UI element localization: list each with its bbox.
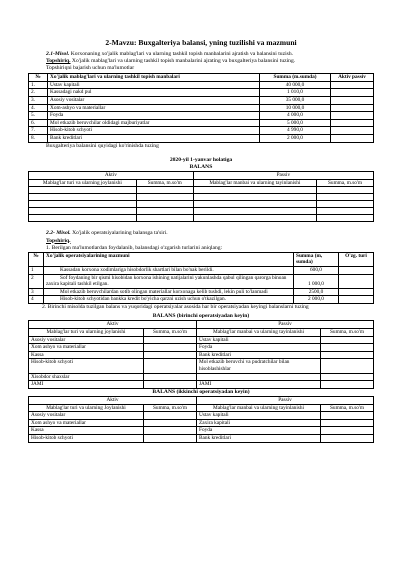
balans3-title: BALANS (ikkinchi operatsiyadan keyin): [152, 388, 250, 395]
table-row: [29, 435, 374, 443]
passiv-header: Passiv: [197, 321, 374, 329]
row-number: 3.: [29, 97, 48, 105]
misol2-step2: 2. Birinchi misolda tuzilgan balans va yuqoridagi operatsiyalar asosida har bir operatsiyadan keyingi balanslarni tuzing: [42, 304, 309, 311]
passiv-item: Bank kreditlari: [197, 435, 321, 443]
misol1-label: 2.1-Misol.: [46, 50, 70, 57]
row-name: Hisob-kitob schyoti: [48, 127, 260, 135]
row-number: 6.: [29, 119, 48, 127]
column-header: №: [29, 252, 44, 266]
passiv-item: Bank kreditlari: [197, 351, 321, 359]
table-row: [29, 288, 374, 296]
column-header: Xo'jalik mablag'lari va ularning tashkil topish manbalari: [48, 74, 260, 82]
row-type-cell: [331, 127, 374, 135]
topshiriq-label: Topshiriq.: [46, 237, 71, 244]
row-number: 4.: [29, 104, 48, 112]
row-number: 2: [29, 274, 44, 288]
column-header: Xo'jalik operatsiyalarining mazmuni: [44, 252, 294, 266]
row-type-cell: [331, 112, 374, 120]
row-sum: 10 000,0: [260, 104, 331, 112]
table-row: [29, 194, 374, 201]
row-sum: 5 000,0: [260, 119, 331, 127]
aktiv-item: Xisobdor shaxslar: [29, 373, 144, 381]
document-content: [28, 38, 374, 443]
passiv-item: Zaxira kapitali: [197, 419, 321, 427]
table-row: [29, 135, 374, 143]
column-header: №: [29, 74, 48, 82]
balans-table: [28, 171, 374, 222]
misol2-paragraph: [28, 230, 374, 237]
aktiv-header: Aktiv: [29, 321, 197, 329]
table-row: [29, 89, 374, 97]
table-row: [29, 381, 374, 389]
row-type-cell: [331, 119, 374, 127]
table-row: [29, 81, 374, 89]
row-name: Bank kreditlari: [48, 135, 260, 143]
table-row: [29, 208, 374, 215]
table-row: [29, 419, 374, 427]
row-type-cell: [331, 89, 374, 97]
row-sum: 4 000,0: [260, 112, 331, 120]
aktiv-item: Asosiy vositalar: [29, 336, 144, 344]
row-name: Foyda: [48, 112, 260, 120]
passiv-item: Ustav kapitali: [197, 412, 321, 420]
row-text: Mol etkazib beruvchilardan sotib olingan materiallar korxonaga kelib tushdi, lekin puli to'lanmadi: [44, 288, 294, 296]
row-type-cell: [331, 135, 374, 143]
aktiv-header: Aktiv: [29, 172, 194, 180]
row-sum: 40 000,0: [260, 81, 331, 89]
page-title: 2-Mavzu: Buxgalteriya balansi, yning tuzilishi va mazmuni: [105, 38, 297, 47]
column-header: Mablag'lar manbai va ularning tayinlanishi: [197, 404, 321, 412]
row-sum: 2 000,0: [294, 296, 339, 304]
row-sum: 2500,0: [294, 288, 339, 296]
passiv-total: JAMI: [197, 381, 321, 389]
aktiv-total: JAMI: [29, 381, 144, 389]
row-text: Kassadan korxona xodimlariga hisobdorlik shartlari bilan bo'nak berildi.: [44, 267, 294, 275]
row-name: Mol etkazib beruvchilar oldidagi majburiyatlar: [48, 119, 260, 127]
column-header: Summa, m.so'm: [317, 179, 374, 187]
aktiv-header: Aktiv: [29, 397, 197, 405]
aktiv-item: Hisob-kitob schyoti: [29, 359, 144, 373]
row-sum: 4 990,0: [260, 127, 331, 135]
aktiv-item: Xom ashyo va materiallar: [29, 419, 144, 427]
table-row: [29, 373, 374, 381]
misol1-topshiriq: [28, 58, 374, 65]
row-text: Hisob-kitob schyotidan bankka kredit bo'yicha qarzni uzish uchun o'tkazilgan.: [44, 296, 294, 304]
row-number: 7.: [29, 127, 48, 135]
misol2-text: Xo'jalik operatsiyalarining balansga ta'siri.: [72, 230, 168, 237]
column-header: Summa, m.so'm: [144, 329, 197, 337]
row-type-cell: [331, 81, 374, 89]
table-row: [29, 427, 374, 435]
row-number: 8.: [29, 135, 48, 143]
operations-table: [28, 252, 374, 304]
table-row: [29, 201, 374, 208]
misol1-paragraph: [28, 51, 374, 58]
row-name: Xom-ashyo va materiallar: [48, 104, 260, 112]
misol2-label: 2.2- Misol.: [46, 230, 71, 237]
table-row: [29, 267, 374, 275]
aktiv-item: Kassa: [29, 351, 144, 359]
table-row: [29, 187, 374, 194]
column-header: Mablag'lar turi va ularning Joylanishi: [29, 404, 144, 412]
passiv-item: [197, 373, 321, 381]
table-row: [29, 274, 374, 288]
row-name: Kassadagi nakd pul: [48, 89, 260, 97]
table1-after-note: Buxgalteriya balansini quyidagi ko'rinishda tuzing: [46, 142, 159, 149]
row-number: 4: [29, 296, 44, 304]
table-row: [29, 296, 374, 304]
row-name: Ustav kapitali: [48, 81, 260, 89]
aktiv-item: Asosiy vositalar: [29, 412, 144, 420]
aktiv-item: Hisob-kitob schyoti: [29, 435, 144, 443]
misol2-topshiriq: [28, 238, 374, 245]
passiv-item: Foyda: [197, 344, 321, 352]
column-header: Mablag'lar turi va ularning joylanishi: [29, 329, 144, 337]
column-header: Summa (m, sumda): [294, 252, 339, 266]
row-number: 2.: [29, 89, 48, 97]
table-header-row: [29, 74, 374, 82]
row-name: Asosiy vositalar: [48, 97, 260, 105]
passiv-item: Mol etkazib beruvchi va pudratchilar bilan hisoblashishlar: [197, 359, 321, 373]
data-table: [28, 73, 374, 142]
column-header: Summa, m.so'm: [321, 404, 374, 412]
table-row: [29, 344, 374, 352]
passiv-item: Ustav kapitali: [197, 336, 321, 344]
row-sum: 35 000,0: [260, 97, 331, 105]
balans-title: BALANS: [189, 163, 213, 170]
column-header: O'zg. turi: [339, 252, 374, 266]
passiv-item: Foyda: [197, 427, 321, 435]
column-header: Summa, m.so'm: [144, 404, 197, 412]
row-type-cell: [331, 97, 374, 105]
table-row: [29, 104, 374, 112]
row-sum: 1 000,0: [294, 274, 339, 288]
aktiv-item: Xom ashyo va materiallar: [29, 344, 144, 352]
aktiv-item: Kassa: [29, 427, 144, 435]
balans2-table: [28, 320, 374, 388]
row-type-cell: [331, 104, 374, 112]
row-number: 1.: [29, 81, 48, 89]
table1-caption: Topshiriqni bajarish uchun ma'lumotlar: [46, 65, 135, 72]
balans3-table: [28, 396, 374, 443]
row-text: Sof foydaning bir qismi hisobidan korxona ishining natijalarini yakunlashda qabul qilingan qarorga binoan zaxira kapitali tashkil etilgan.: [44, 274, 294, 288]
column-header: Summa, m.so'm: [321, 329, 374, 337]
table-row: [29, 127, 374, 135]
table-row: [29, 359, 374, 373]
row-sum: 600,0: [294, 267, 339, 275]
table-row: [29, 215, 374, 222]
column-header: Summa (m.sumda): [260, 74, 331, 82]
passiv-header: Passiv: [193, 172, 373, 180]
column-header: Summa, m.so'm: [136, 179, 193, 187]
column-header: Mablag'lar manbai va ularning tayinlanishi: [197, 329, 321, 337]
table-row: [29, 119, 374, 127]
table-row: [29, 351, 374, 359]
row-number: 5.: [29, 112, 48, 120]
column-header: Mablag'lar turi va ularning joylanishi: [29, 179, 137, 187]
table-row: [29, 97, 374, 105]
row-number: 1: [29, 267, 44, 275]
balans-date: 2020-yil 1-yanvar holatiga: [169, 156, 233, 163]
topshiriq-text: Xo'jalik mablag'lari va ularning tashkil topish manbalarini ajrating va buxgalteriya balansini tuzing.: [71, 57, 296, 64]
misol1-text: Korxonaning xo'jalik mablag'lari va ularning tashkil topish manbalarini ajratish va balansini tuzish.: [70, 50, 294, 57]
misol2-step1: 1. Berilgan ma'lumotlardan foydalanib, balansdagi o'zgarish turlarini aniqlang:: [46, 244, 223, 251]
balans2-title: BALANS (birinchi operatsiyadan keyin): [152, 313, 250, 320]
column-header: Mablag'lar manbai va ularning tayinlanishi: [193, 179, 316, 187]
table-row: [29, 412, 374, 420]
row-sum: 1 010,0: [260, 89, 331, 97]
row-number: 3: [29, 288, 44, 296]
topshiriq-label: Topshiriq.: [46, 57, 71, 64]
row-sum: 2 000,0: [260, 135, 331, 143]
table-row: [29, 336, 374, 344]
table-row: [29, 112, 374, 120]
column-header: Aktiv passiv: [331, 74, 374, 82]
passiv-header: Passiv: [197, 397, 374, 405]
